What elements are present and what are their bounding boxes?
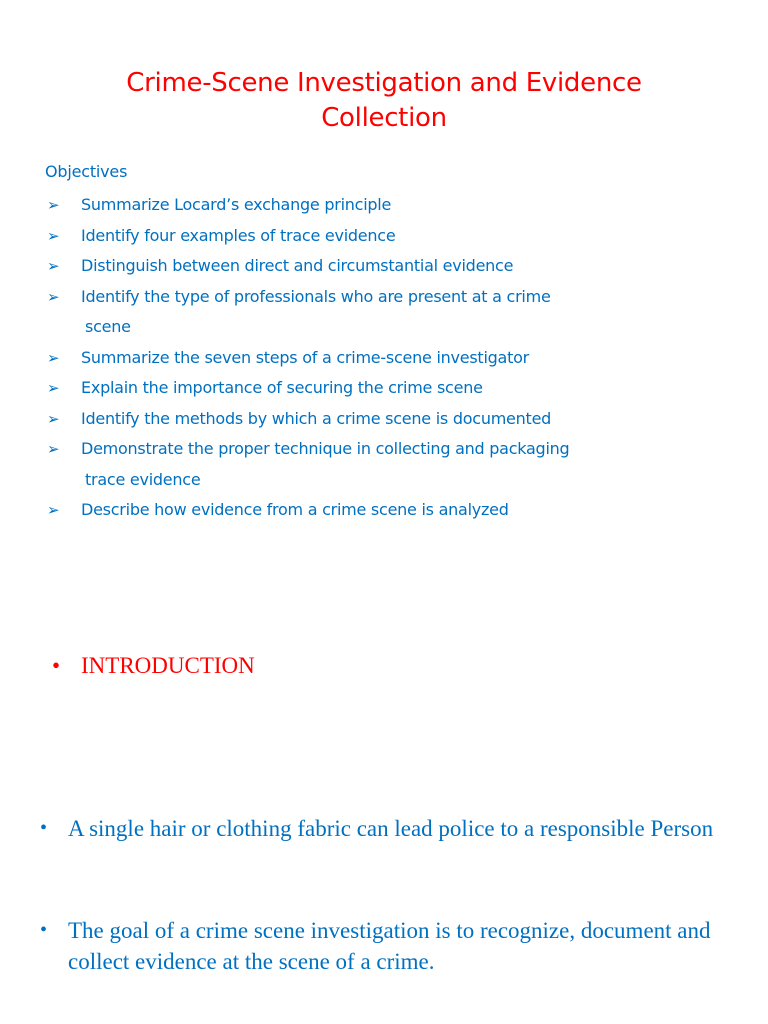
- list-item: [45, 221, 745, 252]
- paragraph-text: The goal of a crime scene investigation is to recognize, document and collect evidence at the scene of a crime.: [68, 918, 711, 974]
- bullet-icon: •: [52, 653, 61, 678]
- objective-text-continued: trace evidence: [85, 469, 201, 489]
- arrow-bullet-icon: ➢: [47, 409, 60, 428]
- list-item: [45, 495, 745, 526]
- arrow-bullet-icon: ➢: [47, 348, 60, 367]
- objective-text: Demonstrate the proper technique in collecting and packaging: [81, 439, 570, 458]
- list-item: [45, 251, 745, 282]
- objectives-heading: Objectives: [45, 162, 128, 181]
- page-title: [0, 66, 768, 136]
- bullet-icon: •: [40, 919, 48, 941]
- objectives-list: [45, 190, 745, 526]
- body-paragraph: [40, 915, 740, 977]
- arrow-bullet-icon: ➢: [47, 440, 60, 458]
- arrow-bullet-icon: ➢: [47, 501, 60, 519]
- objective-text: Distinguish between direct and circumstantial evidence: [81, 256, 514, 275]
- list-item: [45, 373, 745, 404]
- list-item: [45, 404, 745, 435]
- list-item: [45, 343, 745, 374]
- objective-text: Summarize Locard’s exchange principle: [81, 195, 392, 214]
- objective-text: Summarize the seven steps of a crime-scene investigator: [81, 347, 529, 367]
- objective-text: Explain the importance of securing the crime scene: [81, 378, 483, 397]
- body-paragraph: [40, 813, 740, 844]
- page-title-line-2: Collection: [321, 103, 447, 133]
- arrow-bullet-icon: ➢: [47, 379, 60, 397]
- paragraph-text: A single hair or clothing fabric can lead police to a responsible Person: [68, 816, 714, 841]
- page-title-line-1: Crime-Scene Investigation and Evidence: [126, 68, 642, 98]
- list-item: [45, 434, 745, 495]
- arrow-bullet-icon: ➢: [47, 196, 60, 214]
- bullet-icon: •: [40, 817, 48, 839]
- list-item: [45, 190, 745, 221]
- objective-text: Identify the type of professionals who are present at a crime: [81, 286, 551, 306]
- introduction-heading: [52, 650, 255, 682]
- arrow-bullet-icon: ➢: [47, 257, 60, 275]
- objective-text: Describe how evidence from a crime scene is analyzed: [81, 500, 509, 519]
- introduction-label: INTRODUCTION: [81, 653, 255, 678]
- arrow-bullet-icon: ➢: [47, 287, 60, 306]
- objective-text-continued: scene: [85, 317, 131, 336]
- list-item: [45, 282, 745, 343]
- objective-text: Identify four examples of trace evidence: [81, 225, 396, 245]
- arrow-bullet-icon: ➢: [47, 226, 60, 245]
- objective-text: Identify the methods by which a crime scene is documented: [81, 408, 552, 428]
